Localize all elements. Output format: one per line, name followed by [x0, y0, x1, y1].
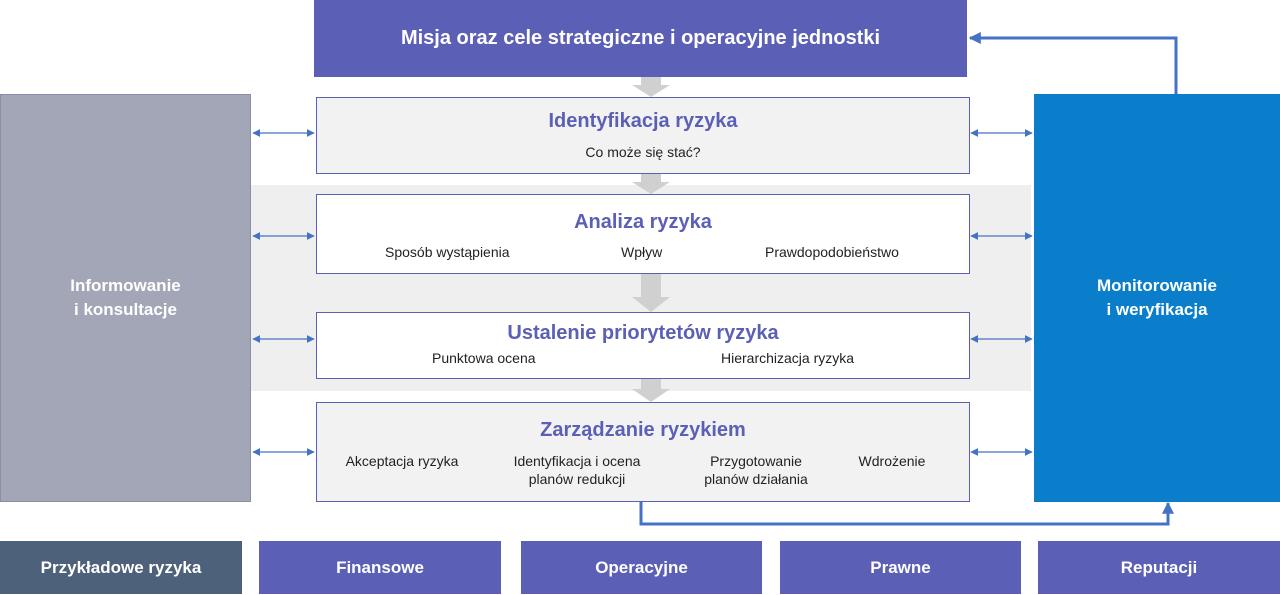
- info-consultation-panel: [0, 94, 251, 502]
- management-item-implementation: [847, 452, 937, 470]
- step-identification-question: Co może się stać?: [585, 144, 701, 160]
- management-item-acceptance: [343, 452, 461, 470]
- management-item-action-line1: Przygotowanie: [710, 453, 802, 469]
- management-item-implementation-line1: Wdrożenie: [858, 453, 926, 469]
- risk-category-legal-label: Prawne: [870, 557, 931, 577]
- step-risk-management: [316, 402, 970, 502]
- management-item-reduction-line2: planów redukcji: [528, 471, 626, 487]
- analysis-item-probability: Prawdopodobieństwo: [765, 244, 899, 260]
- info-panel-line2: i konsultacje: [74, 300, 177, 319]
- flow-arrow-1: [632, 77, 670, 97]
- mission-box: [314, 0, 967, 77]
- management-item-reduction-line1: Identyfikacja i ocena: [513, 453, 641, 469]
- step-priorities-title: Ustalenie priorytetów ryzyka: [507, 322, 779, 344]
- management-item-reduction-plans: [507, 452, 647, 488]
- flow-arrow-4: [632, 379, 670, 402]
- analysis-item-occurrence: Sposób wystąpienia: [385, 244, 510, 260]
- priorities-item-hierarchy: Hierarchizacja ryzyka: [721, 350, 855, 366]
- risk-category-operational: [521, 541, 762, 594]
- info-panel-line1: Informowanie: [70, 276, 181, 295]
- risk-category-reputation: [1038, 541, 1280, 594]
- risk-category-operational-label: Operacyjne: [595, 557, 688, 577]
- step-risk-identification: [316, 97, 970, 174]
- monitoring-panel-line2: i weryfikacja: [1106, 300, 1208, 319]
- monitoring-panel: [1034, 94, 1280, 502]
- risk-category-reputation-label: Reputacji: [1120, 557, 1198, 577]
- risk-examples-header-label: Przykładowe ryzyka: [40, 557, 202, 577]
- risk-category-financial: [259, 541, 501, 594]
- monitoring-panel-line1: Monitorowanie: [1097, 276, 1217, 295]
- management-item-action-line2: planów działania: [704, 471, 808, 487]
- feedback-arrow-mission: [970, 38, 1176, 94]
- mission-label: Misja oraz cele strategiczne i operacyjne jednostki: [400, 27, 881, 49]
- step-identification-title: Identyfikacja ryzyka: [548, 110, 738, 132]
- feedback-arrow-monitoring: [641, 502, 1168, 524]
- step-analysis-title: Analiza ryzyka: [574, 211, 712, 233]
- flow-arrow-2: [632, 174, 670, 194]
- step-risk-priorities: [316, 312, 970, 379]
- risk-examples-header: [0, 541, 242, 594]
- risk-category-financial-label: Finansowe: [336, 557, 424, 577]
- risk-category-legal: [780, 541, 1021, 594]
- management-item-acceptance-line1: Akceptacja ryzyka: [345, 453, 459, 469]
- flow-arrow-3: [632, 274, 670, 312]
- left-connectors: [253, 133, 314, 452]
- step-risk-analysis: [316, 194, 970, 274]
- priorities-item-score: Punktowa ocena: [432, 350, 536, 366]
- management-item-action-plans: [697, 452, 815, 488]
- step-management-title: Zarządzanie ryzykiem: [540, 419, 746, 441]
- right-connectors: [971, 133, 1032, 452]
- analysis-item-impact: Wpływ: [621, 244, 663, 260]
